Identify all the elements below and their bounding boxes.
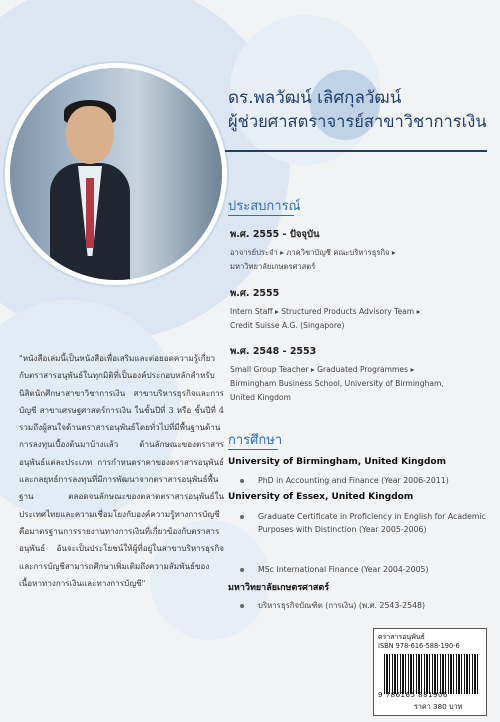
experience-year: พ.ศ. 2555	[230, 288, 280, 299]
bullet	[240, 515, 244, 519]
barcode	[384, 654, 479, 694]
experience-line: Birmingham Business School, University of Birmingham,	[230, 379, 444, 388]
experience-line: มหาวิทยาลัยเกษตรศาสตร์	[230, 262, 316, 271]
barcode-box	[373, 628, 487, 716]
experience-line: Small Group Teacher ▸ Graduated Programmes ▸	[230, 365, 415, 374]
heading-underline	[228, 215, 294, 216]
heading-underline	[228, 449, 278, 450]
author-block	[228, 86, 493, 134]
bullet	[240, 479, 244, 483]
education-university: มหาวิทยาลัยเกษตรศาสตร์	[228, 583, 330, 593]
experience-line: อาจารย์ประจำ ▸ ภาควิชาบัญชี คณะบริหารธุรกิจ ▸	[230, 248, 396, 257]
price-label: ราคา 380 บาท	[414, 702, 463, 711]
author-photo	[5, 63, 227, 285]
experience-year: พ.ศ. 2555 - ปัจจุบัน	[230, 229, 320, 240]
experience-line: Intern Staff ▸ Structured Products Advisory Team ▸	[230, 307, 421, 316]
experience-entry	[230, 227, 492, 274]
experience-entry	[230, 286, 492, 333]
experience-year: พ.ศ. 2548 - 2553	[230, 346, 317, 357]
bullet	[240, 604, 244, 608]
education-degree: Graduate Certificate in Proficiency in English for Academic Purposes with Distinction (Year 2005-2006)	[258, 512, 486, 534]
experience-entry	[230, 344, 492, 405]
education-university: University of Essex, United Kingdom	[228, 492, 414, 502]
divider	[225, 150, 487, 152]
experience-heading: ประสบการณ์	[228, 199, 301, 214]
education-degree: MSc International Finance (Year 2004-2005)	[258, 565, 429, 574]
category-label: ตราสารอนุพันธ์	[378, 633, 425, 641]
bullet	[240, 568, 244, 572]
author-name: ดร.พลวัฒน์ เลิศกุลวัฒน์	[228, 88, 402, 108]
experience-line: Credit Suisse A.G. (Singapore)	[230, 321, 345, 330]
education-heading: การศึกษา	[228, 433, 283, 448]
barcode-digits: 9 786165 881906	[378, 691, 448, 699]
education-degree: บริหารธุรกิจบัณฑิต (การเงิน) (พ.ศ. 2543-2548)	[258, 601, 426, 610]
education-degree: PhD in Accounting and Finance (Year 2006-2011)	[258, 476, 449, 485]
isbn-label: ISBN 978-616-588-190-6	[378, 642, 460, 650]
author-position: ผู้ช่วยศาสตราจารย์สาขาวิชาการเงิน	[228, 112, 487, 131]
experience-line: United Kingdom	[230, 393, 291, 402]
education-university: University of Birmingham, United Kingdom	[228, 457, 446, 467]
book-blurb: "หนังสือเล่มนี้เป็นหนังสือเพื่อเสริมและต่อยอดความรู้เกี่ยวกับตราสารอนุพันธ์ในทุกมิติที่เป็นองค์ประกอบหลักสำหรับนิสิตนักศึกษาสาขาวิชาการเงิน สาขาบริหารธุรกิจและการบัญชี สาขาเศรษฐศาสตร์การเงิน ในชั้นปีที่ 3 หรือ ชั้นปีที่ 4 รวมถึงผู้สนใจด้านตราสารอนุพันธ์โดยทั่วไปที่มีพื้นฐานด้านการลงทุนเบื้องต้นมาบ้างแล้ว ด้านลักษณะของตราสารอนุพันธ์แต่ละประเภท การกำหนดราคาของตราสารอนุพันธ์ และกลยุทธ์การลงทุนที่มีการพัฒนาจากตราสารอนุพันธ์พื้นฐาน ตลอดจนลักษณะของตลาดตราสารอนุพันธ์ในประเทศไทยและความเชื่อมโยงกับองค์ความรู้ทางการบัญชี คือมาตรฐานการรายงานทางการเงินที่เกี่ยวข้องกับตราสารอนุพันธ์ อันจะเป็นประโยชน์ให้ผู้ที่อยู่ในสาขาบริหารธุรกิจและการบัญชีสามารถศึกษาเพิ่มเติมถึงความสัมพันธ์ของเนื้อหาทางการเงินและทางการบัญชี"	[19, 353, 224, 588]
